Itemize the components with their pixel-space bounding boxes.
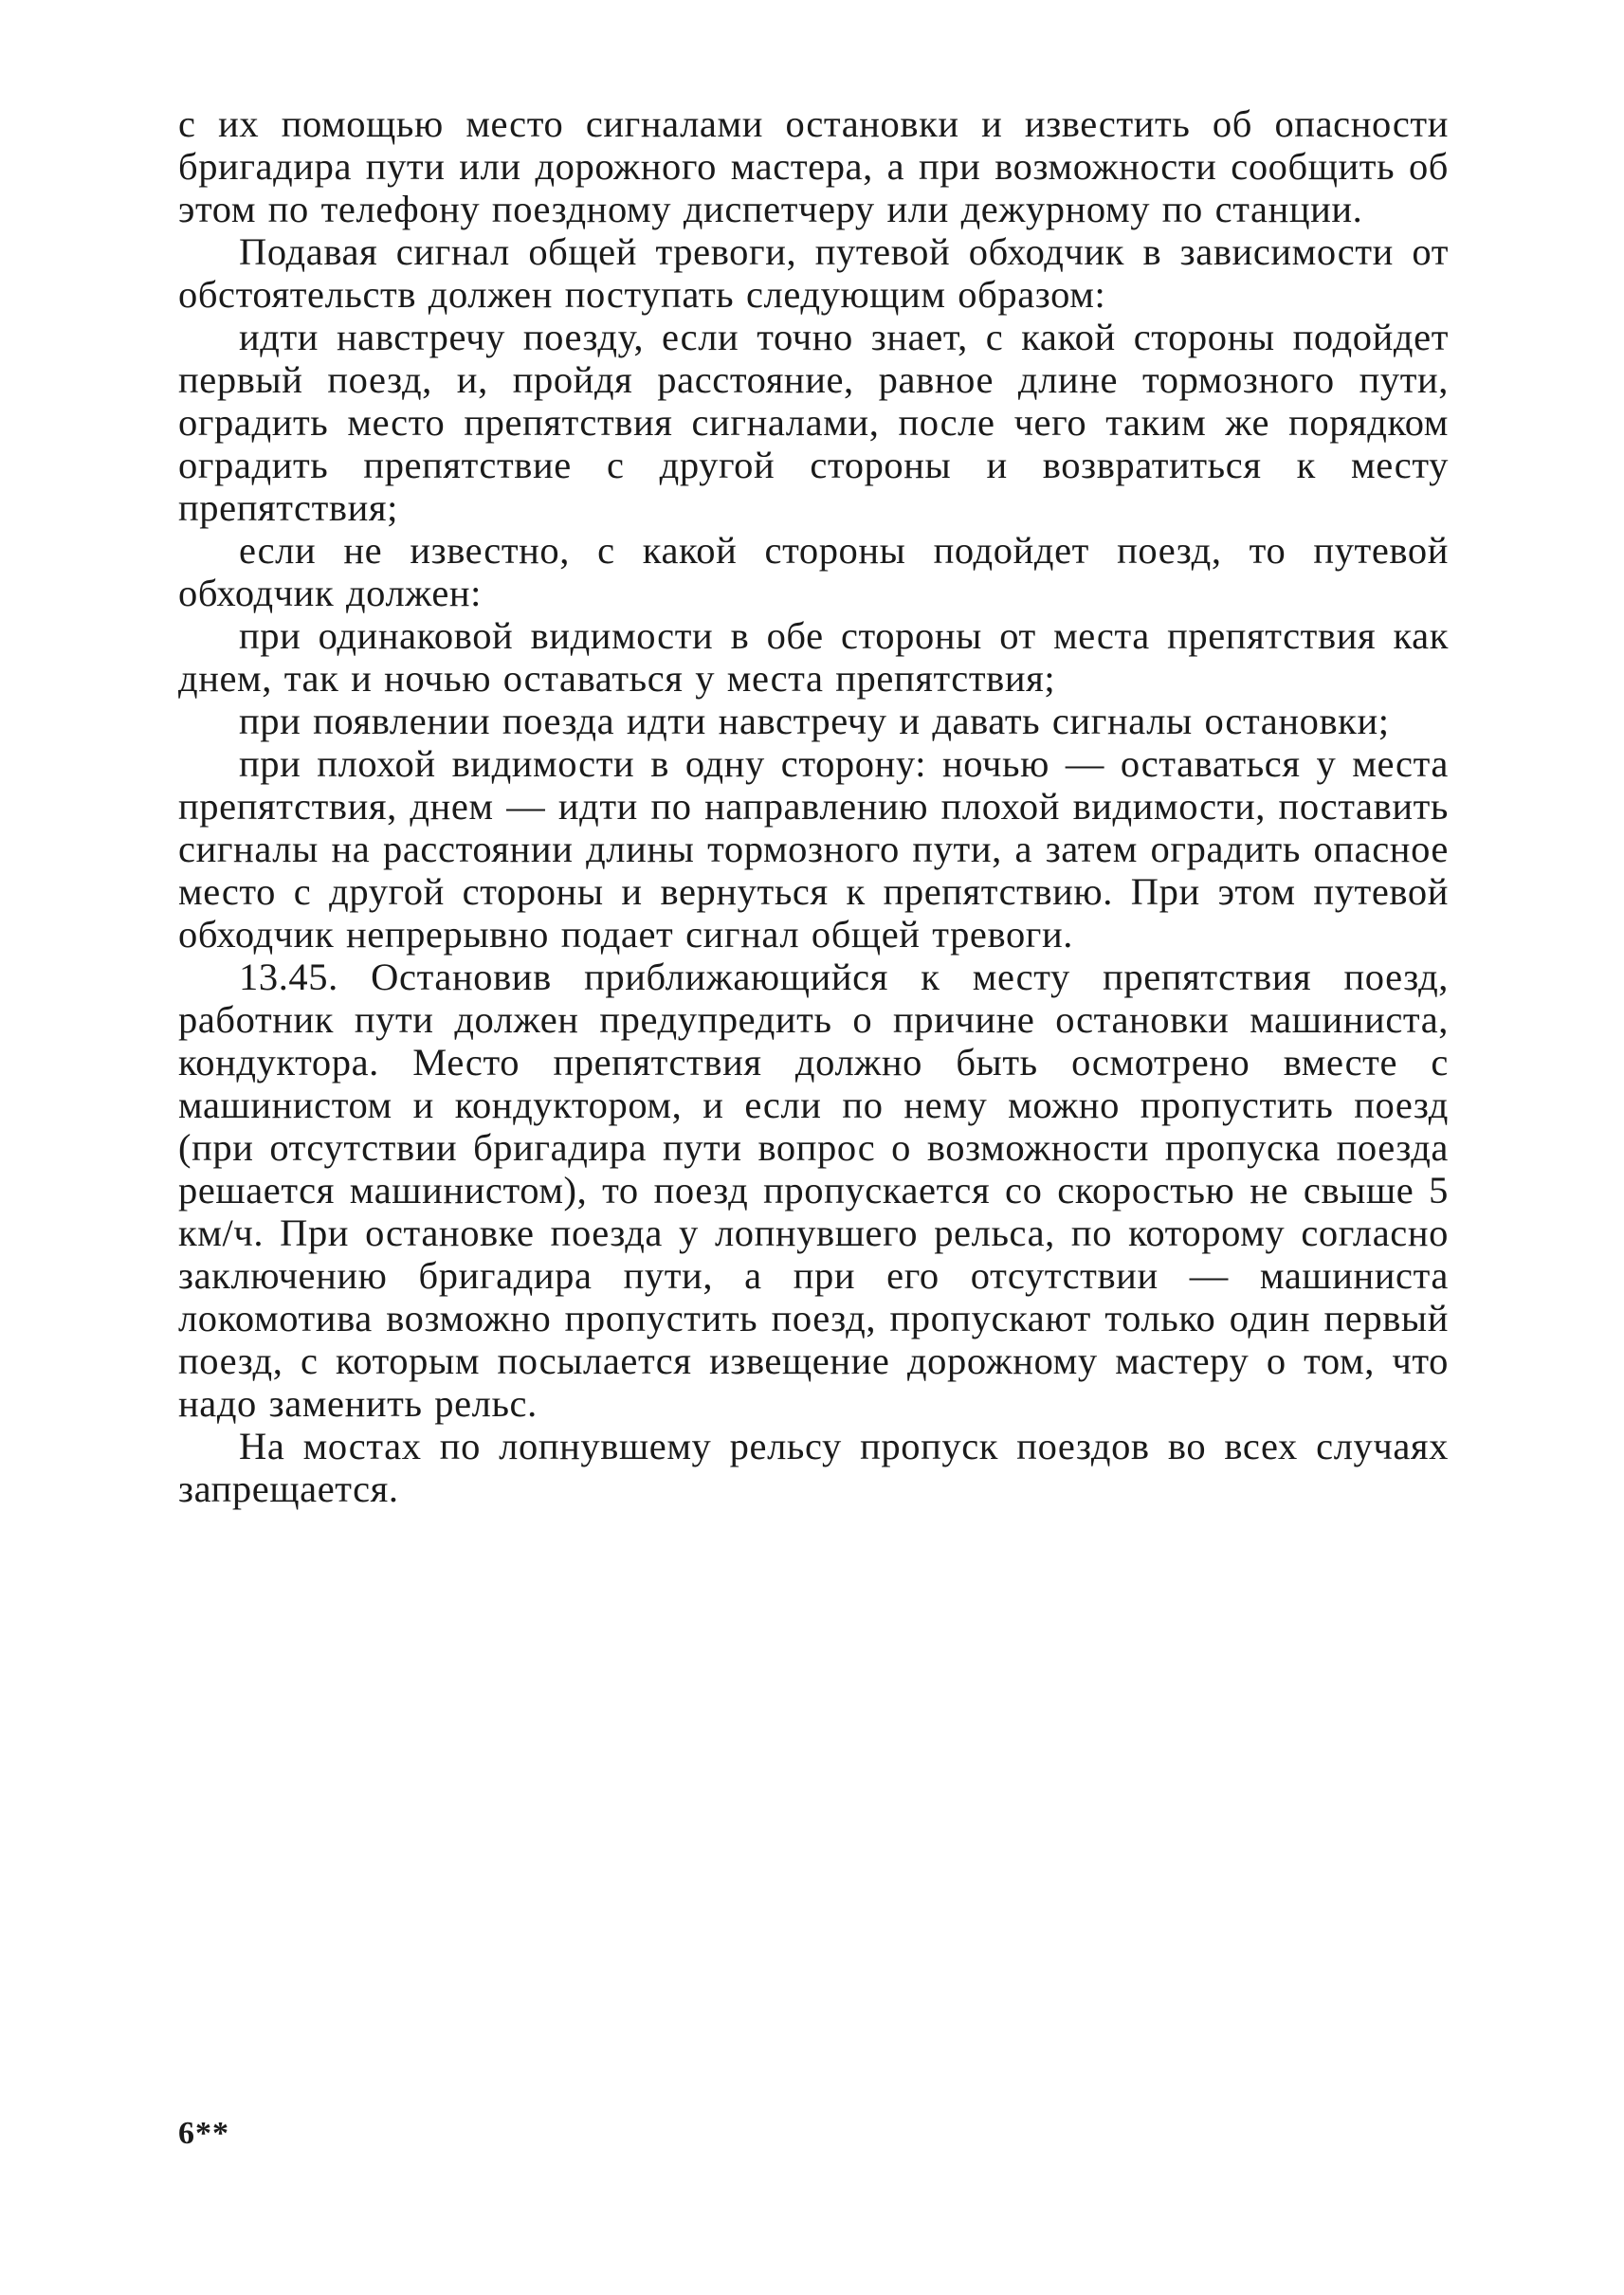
paragraph-train-appears: при появлении поезда идти навстречу и давать сигналы остановки;: [239, 700, 1390, 742]
paragraph-continuation: с их помощью место сигналами остановки и известить об опасности бригадира пути или дорожного мастера, а при возможности сообщить об этом по телефону поездному диспетчеру или дежурному по станции.: [178, 102, 1449, 230]
paragraph-poor-visibility: при плохой видимости в одну сторону: ночью — оставаться у места препятствия, днем — идти по направлению плохой видимости, поставить сигналы на расстоянии длины тормозного пути, а затем оградить опасное место с другой стороны и вернуться к препятствию. При этом путевой обходчик непрерывно подает сигнал общей тревоги.: [178, 742, 1449, 956]
paragraph-unknown-direction: если не известно, с какой стороны подойдет поезд, то путевой обходчик должен:: [178, 529, 1449, 614]
paragraph-general-alarm-intro: Подавая сигнал общей тревоги, путевой обходчик в зависимости от обстоятельств должен поступать следующим образом:: [178, 230, 1449, 316]
paragraph-equal-visibility: при одинаковой видимости в обе стороны от места препятствия как днем, так и ночью оставаться у места препятствия;: [178, 614, 1449, 700]
document-body: [178, 102, 1449, 1510]
paragraph-bridges: На мостах по лопнувшему рельсу пропуск поездов во всех случаях запрещается.: [178, 1425, 1449, 1510]
paragraph-known-direction: идти навстречу поезду, если точно знает, с какой стороны подойдет первый поезд, и, пройдя расстояние, равное длине тормозного пути, оградить место препятствия сигналами, после чего таким же порядком оградить препятствие с другой стороны и возвратиться к месту препятствия;: [178, 316, 1449, 529]
paragraph-clause-13-45: 13.45. Остановив приближающийся к месту препятствия поезд, работник пути должен предупредить о причине остановки машиниста, кондуктора. Место препятствия должно быть осмотрено вместе с машинистом и кондуктором, и если по нему можно пропустить поезд (при отсутствии бригадира пути вопрос о возможности пропуска поезда решается машинистом), то поезд пропускается со скоростью не свыше 5 км/ч. При остановке поезда у лопнувшего рельса, по которому согласно заключению бригадира пути, а при его отсутствии — машиниста локомотива возможно пропустить поезд, пропускают только один первый поезд, с которым посылается извещение дорожному мастеру о том, что надо заменить рельс.: [178, 956, 1449, 1425]
page-folio-mark: 6**: [178, 2116, 229, 2151]
